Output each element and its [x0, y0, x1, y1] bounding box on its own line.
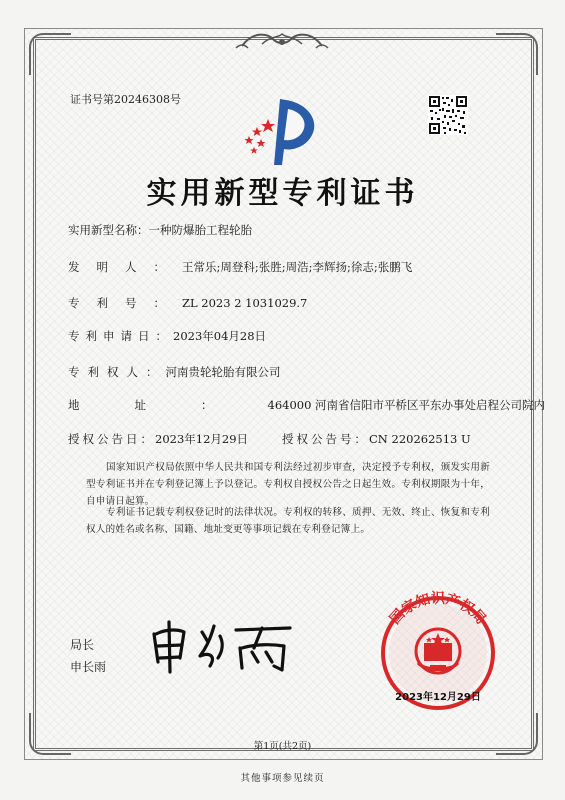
corner-ornament — [29, 33, 71, 75]
field-value: 一种防爆胎工程轮胎 — [148, 223, 252, 237]
field-address — [68, 397, 545, 413]
field-value: 2023年04月28日 — [173, 329, 267, 343]
legal-status-paragraph: 专利证书记载专利权登记时的法律状况。专利权的转移、质押、无效、终止、恢复和专利权人的姓名或名称、国籍、地址变更等事项记载在专利登记簿上。 — [86, 507, 490, 535]
field-label: 地址： — [68, 398, 268, 412]
field-grant-announcement-date — [68, 431, 248, 447]
field-label: 专利权人： — [68, 365, 166, 379]
field-application-date — [68, 328, 266, 344]
top-scroll-ornament — [232, 30, 332, 52]
field-value: 河南贵轮轮胎有限公司 — [165, 365, 281, 379]
field-label: 发明人： — [68, 260, 182, 274]
field-label: 实用新型名称： — [68, 223, 149, 237]
certificate-number: 证书号第20246308号 — [70, 93, 181, 106]
corner-ornament — [496, 33, 538, 75]
page-number: 第1页(共2页) — [253, 741, 312, 752]
field-label: 专利号： — [68, 296, 182, 310]
document-title: 实用新型专利证书 — [146, 176, 419, 211]
footer-note: 其他事项参见续页 — [240, 773, 325, 784]
cnipa-logo — [228, 95, 333, 170]
field-label: 授权公告号： — [282, 432, 369, 446]
field-label: 专利申请日： — [68, 329, 173, 343]
seal-date: 2023年12月29日 — [395, 692, 481, 703]
qr-code — [428, 95, 468, 135]
field-patent-number — [68, 295, 307, 311]
field-value: ZL 2023 2 1031029.7 — [182, 296, 308, 310]
seal-text: 国家知识产权局 — [387, 591, 489, 628]
field-value: 王常乐;周登科;张胜;周浩;李辉扬;徐志;张鹏飞 — [182, 260, 413, 274]
field-value: CN 220262513 U — [369, 432, 471, 446]
handwritten-signature — [148, 618, 298, 674]
field-utility-model-name — [68, 222, 252, 238]
field-grant-announcement-number — [282, 431, 471, 447]
grant-statement-paragraph: 国家知识产权局依照中华人民共和国专利法经过初步审查，决定授予专利权，颁发实用新型专利证书并在专利登记簿上予以登记。专利权自授权公告之日起生效。专利权期限为十年，自申请日起算。 — [86, 462, 490, 507]
director-name: 申长雨 — [70, 660, 107, 674]
director-title: 局长 — [70, 638, 95, 652]
field-value: 2023年12月29日 — [155, 432, 249, 446]
field-inventors — [68, 259, 412, 275]
field-label: 授权公告日： — [68, 432, 155, 446]
field-patentee — [68, 364, 281, 380]
field-value: 464000 河南省信阳市平桥区平东办事处启程公司院内 — [267, 398, 546, 412]
